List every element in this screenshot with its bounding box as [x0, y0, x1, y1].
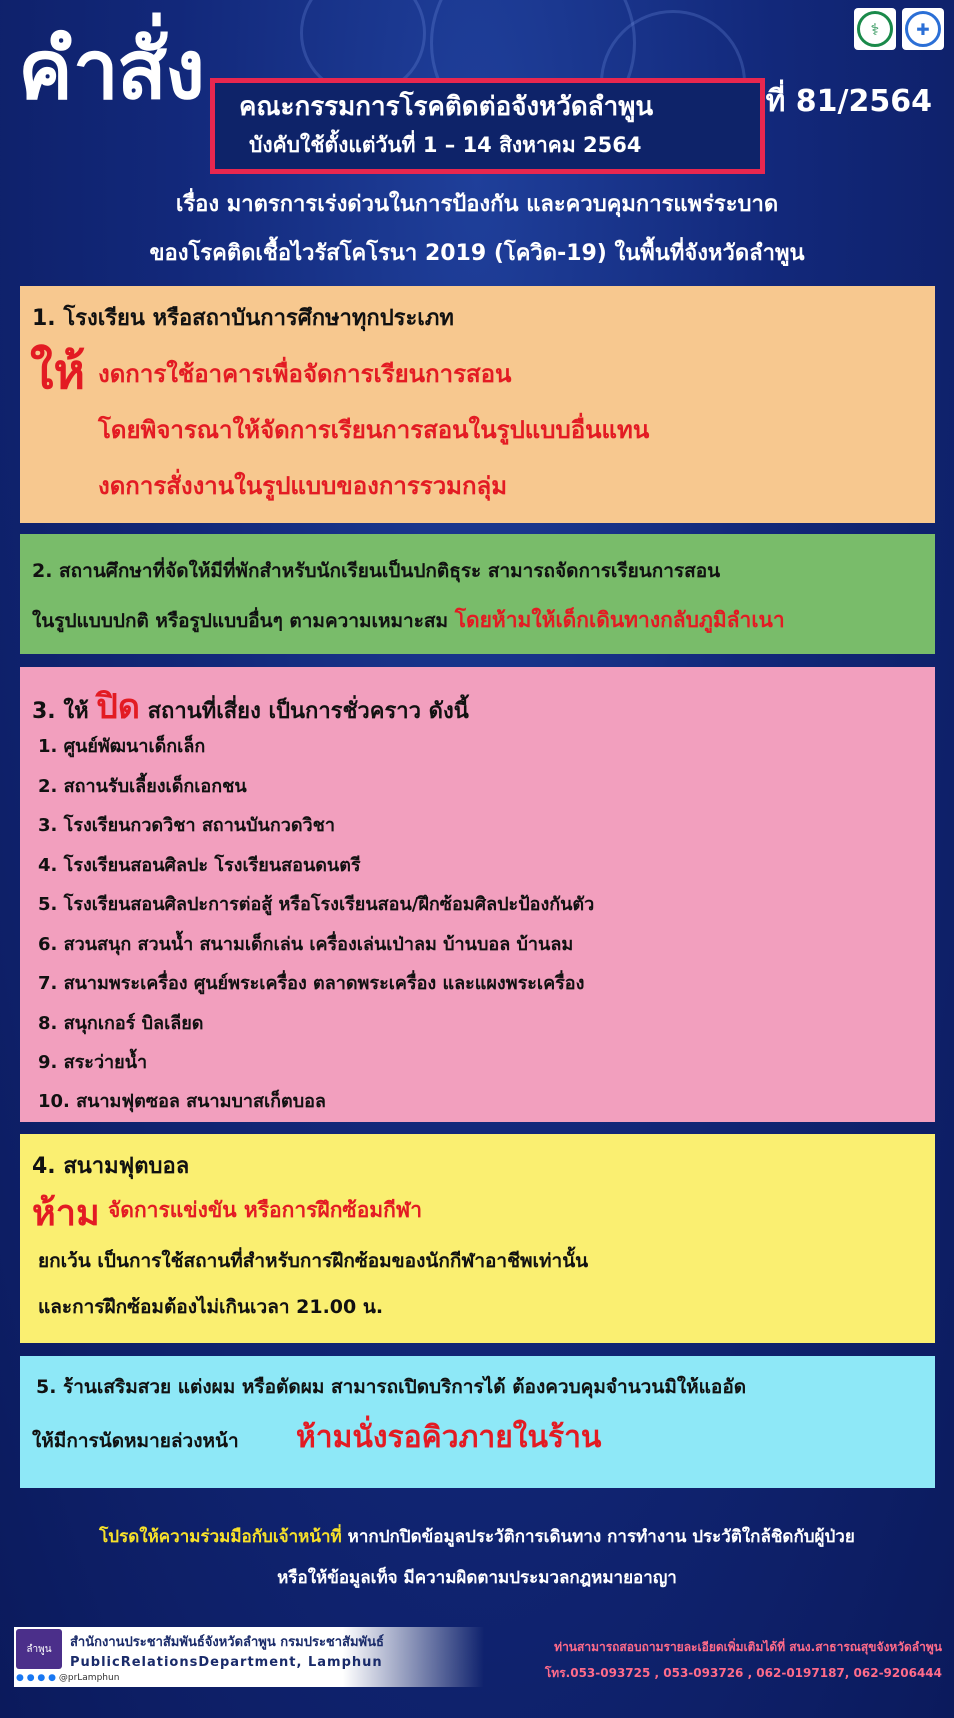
cooperation-line-1 [0, 1523, 954, 1550]
heading-prefix: 3. ให้ [32, 699, 89, 724]
org-name-english: PublicRelationsDepartment, Lamphun [70, 1655, 383, 1670]
emblem-icon: ✚ [905, 11, 941, 47]
exception-line-2: และการฝึกซ้อมต้องไม่เกินเวลา 21.00 น. [38, 1296, 384, 1318]
social-handle [16, 1673, 119, 1683]
social-icons: ● ● ● ● [16, 1673, 59, 1683]
salon-line-2: ให้มีการนัดหมายล่วงหน้า [32, 1430, 239, 1452]
caduceus-icon: ⚕ [857, 11, 893, 47]
list-item: 8. สนุกเกอร์ บิลเลียด [38, 1013, 204, 1034]
footer-contact [545, 1634, 942, 1686]
list-item: 2. สถานรับเลี้ยงเด็กเอกชน [38, 776, 247, 797]
subtitle-line-1: เรื่อง มาตรการเร่งด่วนในการป้องกัน และควบคุมการแพร่ระบาด [175, 192, 779, 217]
section-salons [20, 1356, 935, 1488]
cooperation-text: หากปกปิดข้อมูลประวัติการเดินทาง การทำงาน ประวัติใกล้ชิดกับผู้ป่วย [347, 1527, 855, 1547]
highlight-box [210, 78, 765, 174]
page-title: คำสั่ง [18, 23, 203, 118]
org-name-thai: สำนักงานประชาสัมพันธ์จังหวัดลำพูน กรมประชาสัมพันธ์ [70, 1635, 384, 1650]
boarding-line-2 [32, 604, 785, 637]
section-football [20, 1134, 935, 1343]
cooperation-highlight: โปรดให้ความร่วมมือกับเจ้าหน้าที่ [99, 1527, 342, 1547]
emergency-center-logo [902, 8, 944, 50]
logos [854, 8, 944, 50]
list-item: 7. สนามพระเครื่อง ศูนย์พระเครื่อง ตลาดพระเครื่อง และแผงพระเครื่อง [38, 973, 585, 994]
order-number: ที่ 81/2564 [765, 84, 932, 119]
section-heading [32, 679, 469, 733]
list-item: 6. สวนสนุก สวนน้ำ สนามเด็กเล่น เครื่องเล่นเป่าลม บ้านบอล บ้านลม [38, 934, 574, 955]
social-handle-text: @prLamphun [58, 1673, 120, 1683]
section-heading: 4. สนามฟุตบอล [32, 1154, 190, 1179]
boarding-line-1: 2. สถานศึกษาที่จัดให้มีที่พักสำหรับนักเรียนเป็นปกติธุระ สามารถจัดการเรียนการสอน [32, 560, 721, 582]
measure-line: งดการใช้อาคารเพื่อจัดการเรียนการสอน [98, 360, 512, 388]
list-item: 10. สนามฟุตซอล สนามบาสเก็ตบอล [38, 1091, 326, 1112]
subtitle-line-2: ของโรคติดเชื้อไวรัสโคโรนา 2019 (โควิด-19) ในพื้นที่จังหวัดลำพูน [149, 241, 805, 266]
list-item: 1. ศูนย์พัฒนาเด็กเล็ก [38, 736, 206, 757]
salon-prohibition: ห้ามนั่งรอคิวภายในร้าน [296, 1420, 602, 1455]
boarding-prohibition: โดยห้ามให้เด็กเดินทางกลับภูมิลำเนา [454, 608, 785, 632]
heading-suffix: สถานที่เสี่ยง เป็นการชั่วคราว ดังนี้ [147, 699, 469, 724]
contact-phones: โทร.053-093725 , 053-093726 , 062-0197187, 062-9206444 [544, 1666, 942, 1680]
exception-line-1: ยกเว้น เป็นการใช้สถานที่สำหรับการฝึกซ้อมของนักกีฬาอาชีพเท่านั้น [38, 1250, 589, 1272]
list-item: 4. โรงเรียนสอนศิลปะ โรงเรียนสอนดนตรี [38, 855, 361, 876]
footer-organization [14, 1627, 484, 1687]
section-closures [20, 667, 935, 1122]
emphasis-word: ให้ [30, 344, 86, 400]
measure-line: งดการสั่งงานในรูปแบบของการรวมกลุ่ม [98, 472, 508, 500]
salon-line-1: 5. ร้านเสริมสวย แต่งผม หรือตัดผม สามารถเปิดบริการได้ ต้องควบคุมจำนวนมิให้แออัด [36, 1376, 747, 1398]
list-item: 3. โรงเรียนกวดวิชา สถานบันกวดวิชา [38, 815, 335, 836]
cooperation-line-2: หรือให้ข้อมูลเท็จ มีความผิดตามประมวลกฎหมายอาญา [277, 1568, 677, 1588]
committee-name: คณะกรรมการโรคติดต่อจังหวัดลำพูน [239, 92, 654, 122]
health-ministry-logo [854, 8, 896, 50]
boarding-text: ในรูปแบบปกติ หรือรูปแบบอื่นๆ ตามความเหมาะสม [32, 610, 449, 632]
prohibition-text: จัดการแข่งขัน หรือการฝึกซ้อมกีฬา [108, 1198, 423, 1222]
section-schools [20, 286, 935, 523]
list-item: 9. สระว่ายน้ำ [38, 1052, 148, 1073]
contact-info: ท่านสามารถสอบถามรายละเอียดเพิ่มเติมได้ที่ สนง.สาธารณสุขจังหวัดลำพูน [554, 1640, 942, 1654]
list-item: 5. โรงเรียนสอนศิลปะการต่อสู้ หรือโรงเรียนสอน/ฝึกซ้อมศิลปะป้องกันตัว [38, 894, 595, 915]
emphasis-word: ห้าม [32, 1193, 100, 1234]
effective-dates: บังคับใช้ตั้งแต่วันที่ 1 – 14 สิงหาคม 2564 [249, 133, 642, 157]
measure-line: โดยพิจารณาให้จัดการเรียนการสอนในรูปแบบอื่นแทน [98, 416, 650, 444]
section-heading: 1. โรงเรียน หรือสถาบันการศึกษาทุกประเภท [32, 306, 454, 331]
section-boarding-schools [20, 534, 935, 654]
emphasis-word: ปิด [96, 687, 140, 727]
pr-logo: ลำพูน [16, 1629, 62, 1669]
